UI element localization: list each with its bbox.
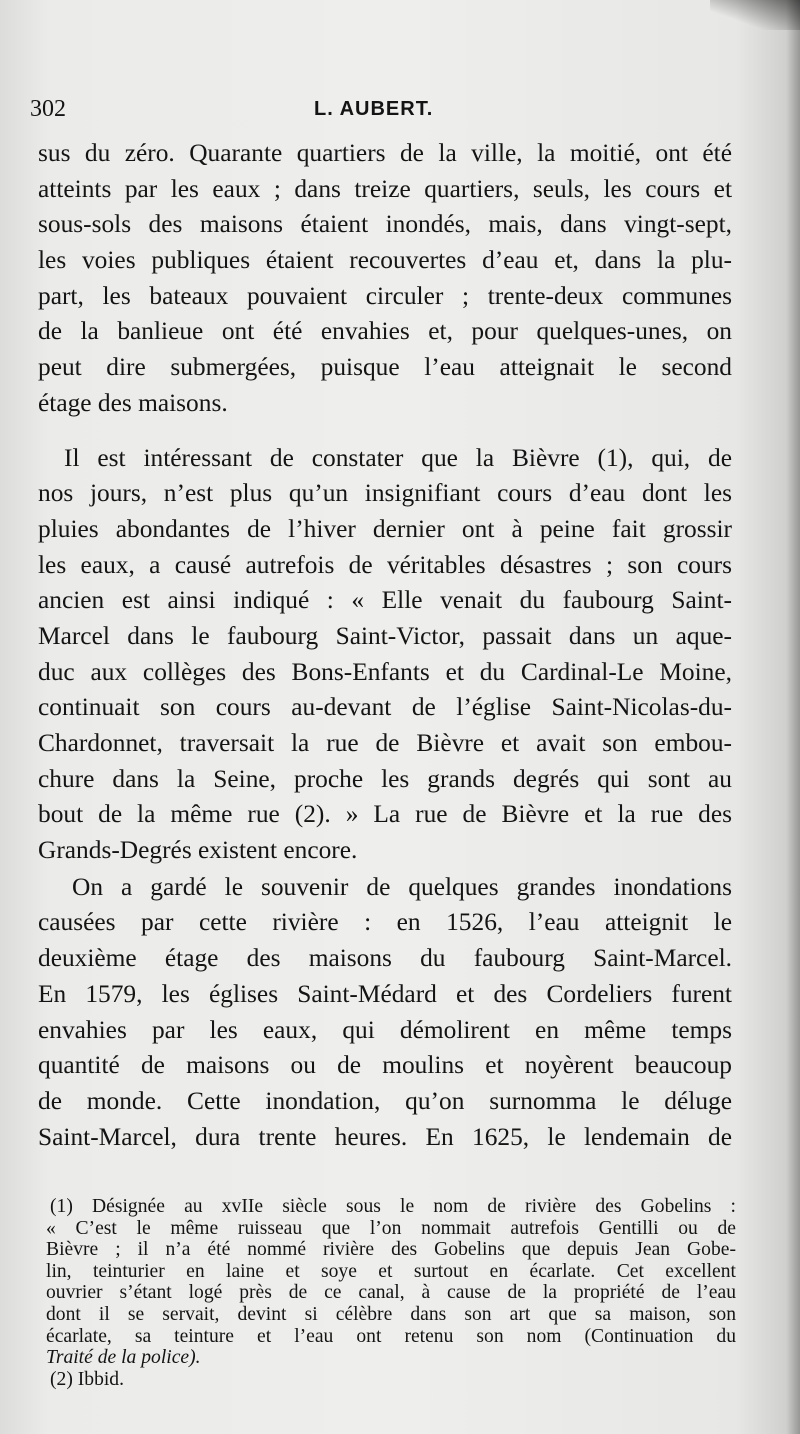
text-line: continuait son cours au-devant de l’église Saint-Nicolas-du-: [38, 693, 732, 722]
text-line: atteints par les eaux ; dans treize quartiers, seuls, les cours et: [38, 174, 732, 203]
paragraph-2: [38, 441, 732, 869]
text-line: envahies par les eaux, qui démolirent en même temps: [38, 1015, 732, 1044]
text-line: de monde. Cette inondation, qu’on surnomma le déluge: [38, 1086, 732, 1115]
page-corner-shadow: [710, 0, 800, 30]
text-line: En 1579, les églises Saint-Médard et des Cordeliers furent: [38, 979, 732, 1008]
text-line: bout de la même rue (2). » La rue de Bièvre et la rue des: [38, 800, 732, 829]
page-edge-shadow: [786, 0, 800, 1434]
text-line: pluies abondantes de l’hiver dernier ont à peine fait grossir: [38, 514, 732, 543]
footnote-line: (2) Ibbid.: [50, 1368, 125, 1390]
text-line: part, les bateaux pouvaient circuler ; trente-deux communes: [38, 281, 732, 310]
text-line: sous-sols des maisons étaient inondés, mais, dans vingt-sept,: [38, 210, 732, 239]
footnote-line: Bièvre ; il n’a été nommé rivière des Gobelins que depuis Jean Gobe-: [46, 1239, 736, 1261]
text-line: sus du zéro. Quarante quartiers de la ville, la moitié, ont été: [38, 139, 732, 167]
paragraph-1: [38, 136, 732, 422]
text-line: Grands-Degrés existent encore.: [38, 836, 358, 865]
text-line: deuxième étage des maisons du faubourg Saint-Marcel.: [38, 944, 732, 973]
footnote-line: dont il se servait, devint si célèbre dans son art que sa maison, son: [46, 1303, 736, 1325]
footnote-line: lin, teinturier en laine et soye et surtout en écarlate. Cet excellent: [46, 1260, 736, 1282]
page-header: [30, 96, 730, 132]
running-head: L. AUBERT.: [314, 98, 434, 120]
text-line: de la banlieue ont été envahies et, pour quelques-unes, on: [38, 317, 732, 346]
body-text: [38, 136, 732, 1155]
footnotes: [46, 1196, 736, 1390]
text-line: peut dire submergées, puisque l’eau atteignait le second: [38, 353, 732, 382]
page-number: 302: [30, 96, 66, 122]
text-line: causées par cette rivière : en 1526, l’eau atteignit le: [38, 908, 732, 937]
text-line: quantité de maisons ou de moulins et noyèrent beaucoup: [38, 1051, 732, 1080]
paragraph-gap: [38, 422, 732, 441]
text-line: Il est intéressant de constater que la Bièvre (1), qui, de: [64, 443, 732, 472]
text-line: les eaux, a causé autrefois de véritables désastres ; son cours: [38, 550, 732, 579]
footnote-line: « C’est le même ruisseau que l’on nommait autrefois Gentilli ou de: [46, 1217, 736, 1239]
footnote-line: Traité de la police).: [46, 1347, 201, 1369]
text-line: Marcel dans le faubourg Saint-Victor, passait dans un aque-: [38, 621, 732, 650]
text-line: étage des maisons.: [38, 388, 228, 417]
text-line: duc aux collèges des Bons-Enfants et du Cardinal-Le Moine,: [38, 657, 732, 686]
paragraph-3: [38, 870, 732, 1156]
text-line: les voies publiques étaient recouvertes d’eau et, dans la plu-: [38, 246, 732, 275]
text-line: ancien est ainsi indiqué : « Elle venait du faubourg Saint-: [38, 586, 732, 615]
text-line: Chardonnet, traversait la rue de Bièvre et avait son embou-: [38, 729, 732, 757]
text-line: Saint-Marcel, dura trente heures. En 1625, le lendemain de: [38, 1122, 732, 1151]
footnote-line: écarlate, sa teinture et l’eau ont retenu son nom (Continuation du: [46, 1325, 736, 1347]
footnote-line: ouvrier s’étant logé près de ce canal, à cause de la propriété de l’eau: [46, 1282, 736, 1304]
text-line: nos jours, n’est plus qu’un insignifiant cours d’eau dont les: [38, 479, 732, 508]
footnote-line: (1) Désignée au xvIIe siècle sous le nom de rivière des Gobelins :: [50, 1196, 736, 1217]
text-line: chure dans la Seine, proche les grands degrés qui sont au: [38, 764, 732, 793]
text-line: On a gardé le souvenir de quelques grandes inondations: [72, 872, 732, 901]
